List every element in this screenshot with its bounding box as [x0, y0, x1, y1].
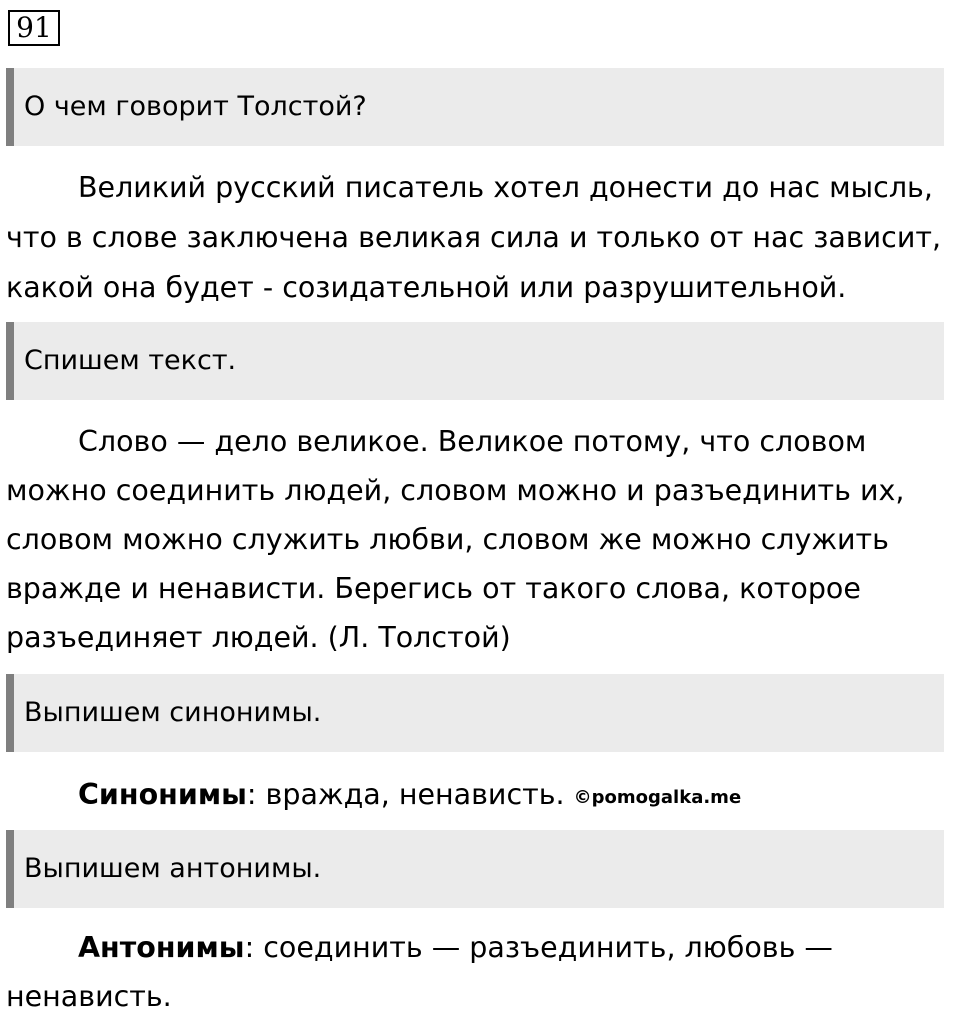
section-header-copy-text: Спишем текст.: [6, 322, 944, 400]
quote-line: разъединяет людей. (Л. Толстой): [6, 621, 511, 654]
section-header-synonyms: Выпишем синонимы.: [6, 674, 944, 752]
quote-line: словом можно служить любви, словом же можно служить: [6, 523, 889, 556]
antonyms-text-continued: ненависть.: [6, 980, 172, 1013]
synonyms-text: : вражда, ненависть.: [246, 778, 565, 811]
answer-text: Великий русский писатель хотел донести до нас мысль, что в слове заключена великая сила и только от нас зависит, какой она будет - созидательной или разрушительной.: [6, 171, 942, 304]
quote-paragraph: [6, 417, 950, 662]
synonyms-paragraph: [6, 770, 950, 822]
antonyms-text: : соединить — разъединить, любовь —: [244, 931, 833, 964]
antonyms-term: Антонимы: [78, 931, 245, 964]
watermark: ©pomogalka.me: [573, 787, 742, 808]
antonyms-paragraph: [6, 923, 950, 1021]
answer-paragraph: [6, 163, 950, 313]
quote-line: вражде и ненависти. Берегись от такого слова, которое: [6, 572, 861, 605]
section-header-question: О чем говорит Толстой?: [6, 68, 944, 146]
section-header-antonyms: Выпишем антонимы.: [6, 830, 944, 908]
task-number: 91: [8, 10, 60, 46]
synonyms-term: Синонимы: [78, 778, 247, 811]
quote-line: Слово — дело великое. Великое потому, что словом: [78, 425, 867, 458]
quote-line: можно соединить людей, словом можно и разъединить их,: [6, 474, 905, 507]
